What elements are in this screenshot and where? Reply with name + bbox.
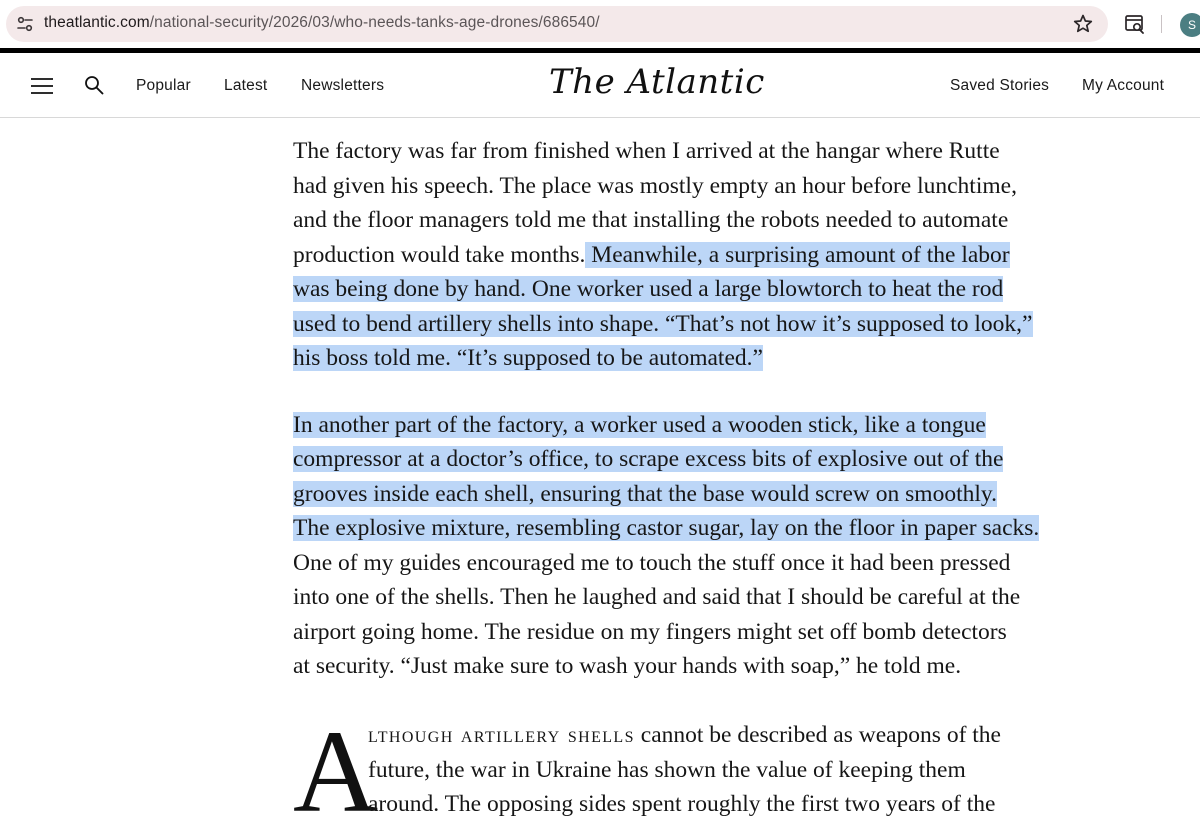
line-text: production would take months. [293,241,586,268]
article-paragraph [293,134,1033,376]
selected-text: The explosive mixture, resembling castor sugar, lay on the floor in paper sacks. [293,515,1040,541]
selected-text: was being done by hand. One worker used a large blowtorch to heat the rod [293,276,1004,302]
line-text: cannot be described as weapons of the [634,722,1001,748]
paragraph-line: The factory was far from finished when I arrived at the hangar where Rutte [293,138,1000,164]
paragraph-line: had given his speech. The place was mostly empty an hour before lunchtime, [293,172,1017,199]
url-text[interactable] [44,14,600,32]
browser-toolbar [0,0,1200,50]
section-start-paragraph [293,706,1003,818]
drop-cap: A [293,706,379,818]
paragraph-line [293,408,1003,443]
paragraph-line [293,307,1033,342]
search-tab-icon[interactable] [1124,13,1146,35]
paragraph-line: One of my guides encouraged me to touch the stuff once it had been pressed [293,549,1011,576]
site-header [0,53,1200,118]
paragraph-line [293,341,1003,376]
nav-newsletters[interactable]: Newsletters [301,77,385,94]
bookmark-star-icon[interactable] [1072,13,1094,35]
profile-avatar[interactable]: S [1180,13,1200,37]
paragraph-line: into one of the shells. Then he laughed and said that I should be careful at the [293,584,1021,610]
paragraph-line: future, the war in Ukraine has shown the value of keeping them [368,756,966,783]
hamburger-menu-icon[interactable] [31,77,53,95]
nav-my-account[interactable]: My Account [1082,77,1165,94]
nav-popular[interactable]: Popular [136,77,191,94]
toolbar-divider [1161,15,1162,33]
article-body [293,134,1040,716]
paragraph-line: at security. “Just make sure to wash your hands with soap,” he told me. [293,653,962,679]
drop-cap-lines [368,718,1001,818]
selected-text: Meanwhile, a surprising amount of the labor [585,241,1010,268]
search-icon[interactable] [84,75,104,95]
selected-text: grooves inside each shell, ensuring that the base would screw on smoothly. [293,480,997,507]
paragraph-line: around. The opposing sides spent roughly the first two years of the [368,791,996,817]
paragraph-line [293,272,1003,307]
selected-text: compressor at a doctor’s office, to scrape excess bits of explosive out of the [293,446,1004,472]
url-host: theatlantic.com [44,14,150,31]
paragraph-line [368,718,1001,753]
address-bar[interactable] [6,6,1108,42]
nav-latest[interactable]: Latest [224,77,268,94]
paragraph-line: airport going home. The residue on my fingers might set off bomb detectors [293,618,1007,645]
paragraph-line [293,238,1010,273]
url-path: /national-security/2026/03/who-needs-tanks-age-drones/686540/ [149,14,600,31]
paragraph-line [293,477,1003,512]
selected-text: his boss told me. “It’s supposed to be automated.” [293,345,763,371]
article-paragraph [293,408,1040,684]
nav-saved-stories[interactable]: Saved Stories [950,77,1050,94]
paragraph-line [293,511,1040,546]
small-caps-lead: lthough artillery shells [368,722,635,748]
selected-text: used to bend artillery shells into shape. “That’s not how it’s supposed to look,” [293,310,1033,337]
selected-text: In another part of the factory, a worker used a wooden stick, like a tongue [293,411,986,438]
paragraph-line: and the floor managers told me that installing the robots needed to automate [293,207,1009,233]
paragraph-line [293,442,1003,477]
site-settings-icon[interactable] [16,15,34,33]
site-logo[interactable]: The Atlantic [549,62,765,102]
